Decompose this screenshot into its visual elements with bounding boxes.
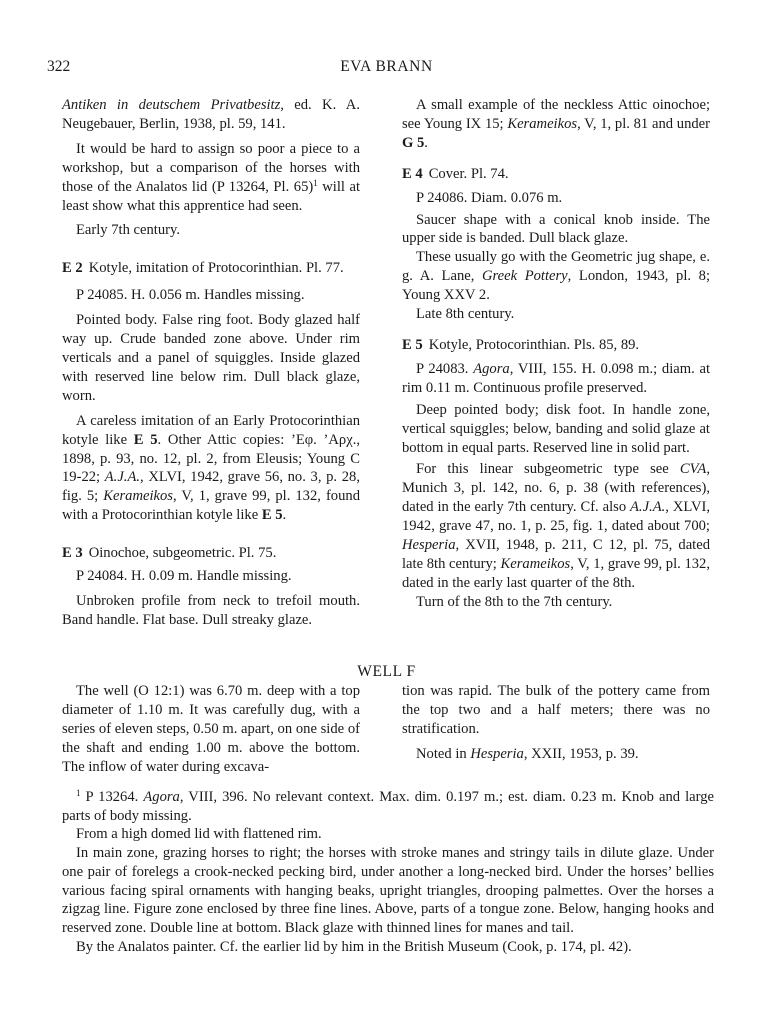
- description-e4: Saucer shape with a conical knob inside. The upper side is banded. Dull black glaze.: [402, 211, 710, 247]
- footnote-lid-shape: From a high domed lid with flattened rim.: [76, 826, 322, 843]
- commentary-e2: A careless imitation of an Early Protocorinthian kotyle like E 5. Other Attic copies: ’Εφ. ’Αρχ., 1898, p. 93, no. 12, pl. 2, from Eleusis; Young C 19-22; A.J.A., XLVI, 1942, grave 56, no. 3, p. 28, fig. 5; Kerameikos, V, 1, grave 99, pl. 132, found with a Protocorinthian kotyle like E 5.: [62, 412, 360, 524]
- footnote-1: $^1$ P 13264. Agora, VIII, 396. No relevant context. Max. dim. 0.197 m.; est. diam. 0.23 m. Knob and large parts of body missing.: [62, 788, 714, 824]
- footnote-marker: 1: [76, 788, 81, 798]
- apprentice-paragraph: It would be hard to assign so poor a piece to a workshop, but a comparison of the horses with those of the Analatos lid (P 13264, Pl. 65)$^1$ will at least show what this apprentice had seen.: [62, 140, 360, 214]
- commentary-e5: For this linear subgeometric type see CVA, Munich 3, pl. 142, no. 6, p. 38 (with references), dated in the early 7th century. Cf. also A.J.A., XLVI, 1942, grave 47, no. 1, p. 25, fig. 1, dated about 700; Hesperia, XVII, 1948, p. 211, C 12, pl. 75, dated late 8th century; Kerameikos, V, 1, grave 99, pl. 132, dated in the early last quarter of the 8th.: [402, 461, 710, 591]
- intro-paragraph: Antiken in deutschem Privatbesitz, ed. K. A. Neugebauer, Berlin, 1938, pl. 59, 141.: [62, 97, 360, 132]
- inventory-e3: P 24084. H. 0.09 m. Handle missing.: [76, 568, 292, 585]
- well-f-left: [62, 682, 360, 777]
- date-text: Early 7th century.: [76, 222, 181, 239]
- right-column: [402, 96, 710, 612]
- left-column: [62, 96, 360, 630]
- description-e2: Pointed body. False ring foot. Body glazed half way up. Crude banded zone above. Under rim verticals and a panel of squiggles. Inside glazed with reserved line below rim. Dull black glaze, worn.: [62, 312, 360, 404]
- catalogue-heading-e5: E 5 Kotyle, Protocorinthian. Pls. 85, 89.: [402, 336, 640, 353]
- continuation-e3: A small example of the neckless Attic oinochoe; see Young IX 15; Kerameikos, V, 1, pl. 81 and under G 5.: [402, 97, 710, 151]
- well-description-continued: tion was rapid. The bulk of the pottery came from the top two and a half meters; there was no stratification.: [402, 683, 710, 737]
- running-title: EVA BRANN: [340, 58, 433, 75]
- date-e4: Late 8th century.: [416, 306, 515, 323]
- well-description: The well (O 12:1) was 6.70 m. deep with a top diameter of 1.10 m. It was carefully dug, with a series of eleven steps, 0.50 m. apart, on one side of the shaft and ending 1.00 m. above the bottom. The inflow of water during excava-: [62, 683, 360, 775]
- inventory-e2: P 24085. H. 0.056 m. Handles missing.: [76, 287, 305, 304]
- page-number: 322: [47, 58, 71, 75]
- section-title-well-f: WELL F: [357, 663, 416, 680]
- inventory-e5: P 24083. Agora, VIII, 155. H. 0.098 m.; diam. at rim 0.11 m. Continuous profile preserved.: [402, 360, 711, 396]
- footnote-ref[interactable]: 1: [313, 177, 318, 188]
- footnote: [62, 788, 714, 956]
- description-e3: Unbroken profile from neck to trefoil mouth. Band handle. Flat base. Dull streaky glaze.: [62, 592, 360, 628]
- footnote-attribution: By the Analatos painter. Cf. the earlier lid by him in the British Museum (Cook, p. 174, pl. 42).: [76, 938, 632, 955]
- description-e5: Deep pointed body; disk foot. In handle zone, vertical squiggles; below, banding and solid glaze at bottom in equal parts. Reserved line in solid part.: [402, 401, 710, 456]
- catalogue-heading-e3: E 3 Oinochoe, subgeometric. Pl. 75.: [62, 545, 277, 562]
- inventory-e4: P 24086. Diam. 0.076 m.: [416, 189, 563, 206]
- well-f-right: [402, 682, 710, 764]
- footnote-decoration: In main zone, grazing horses to right; the horses with stroke manes and stringy tails in dilute glaze. Under one pair of forelegs a crook-necked pecking bird, under another a long-necked bird. Under the horses’ bellies various facing spiral ornaments with hanging beaks, upright triangles, drooping palmettes. Over the horses a zigzag line. Figure zone enclosed by three fine lines. Above, parts of a tongue zone. Below, hanging hooks and reserved zone. Double line at bottom. Black glaze with thinned lines for manes and tail.: [62, 845, 714, 936]
- date-e5: Turn of the 8th to the 7th century.: [416, 593, 613, 610]
- well-reference: Noted in Hesperia, XXII, 1953, p. 39.: [416, 745, 639, 762]
- catalogue-heading-e2: E 2 Kotyle, imitation of Protocorinthian. Pl. 77.: [62, 260, 344, 277]
- commentary-e4: These usually go with the Geometric jug shape, e. g. A. Lane, Greek Pottery, London, 1943, pl. 8; Young XXV 2.: [402, 249, 711, 304]
- catalogue-heading-e4: E 4 Cover. Pl. 74.: [402, 165, 509, 182]
